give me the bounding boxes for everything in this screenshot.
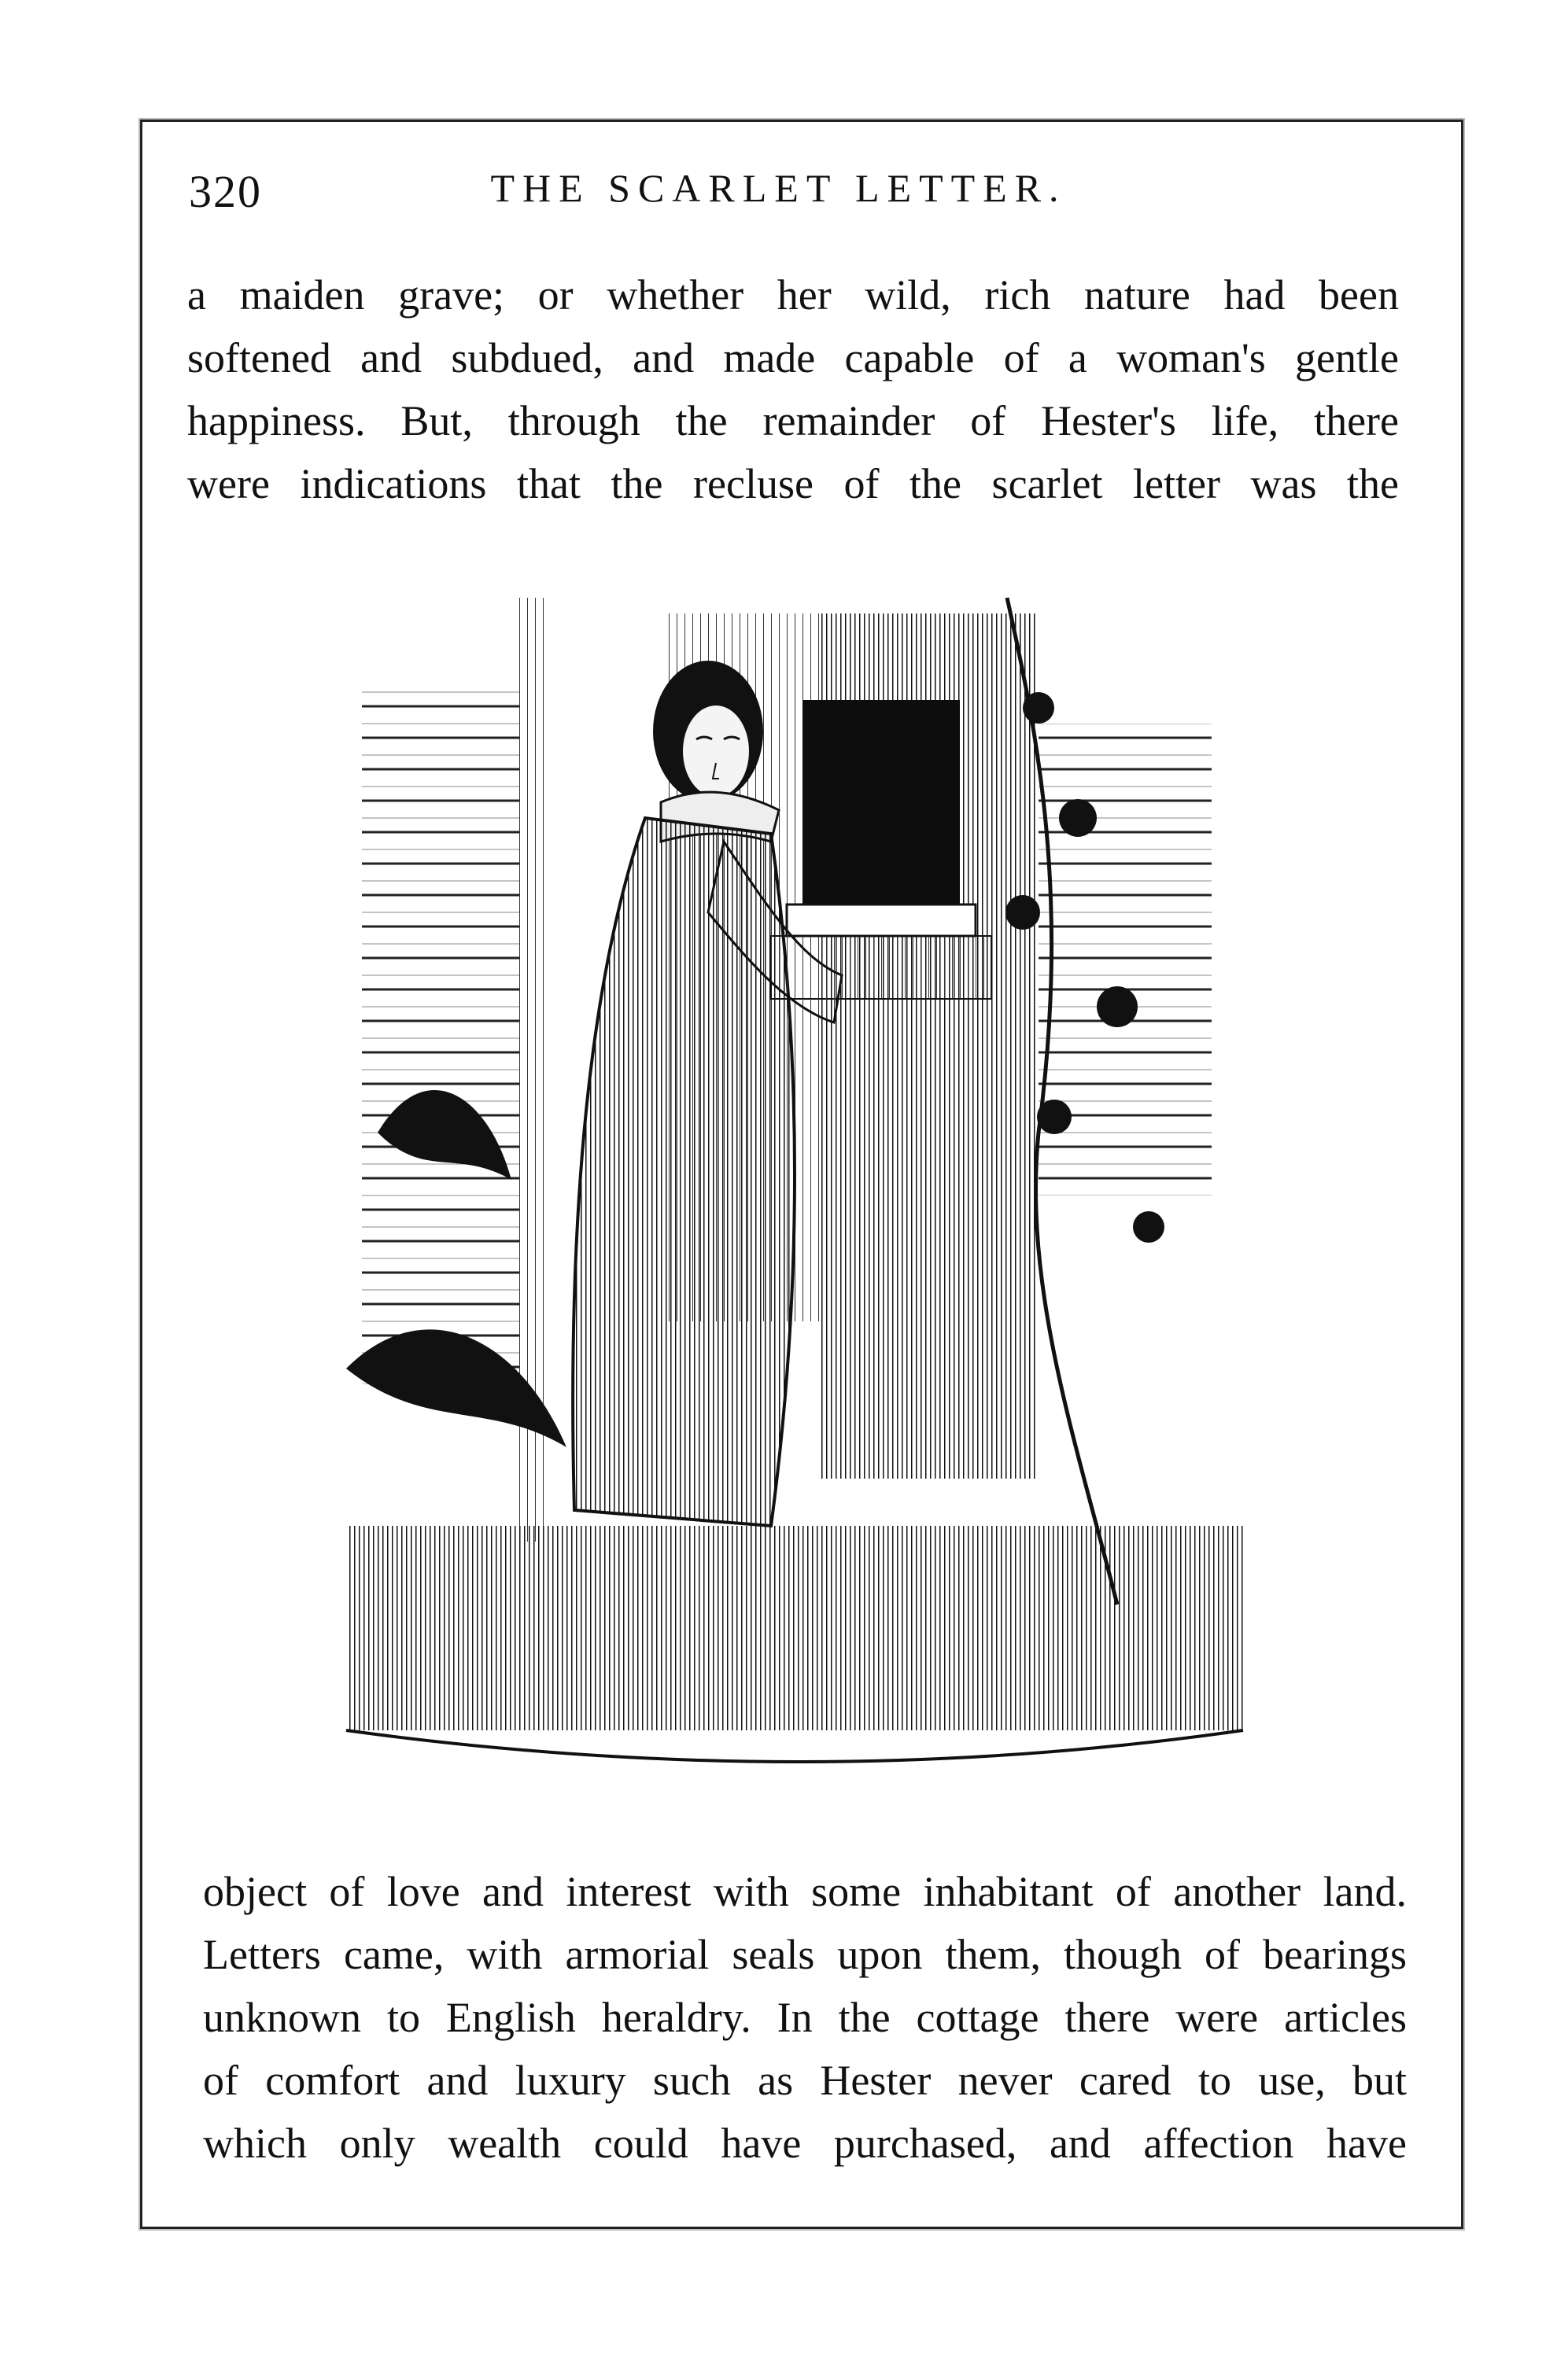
- text-line: unknown to English heraldry. In the cottage there were articles: [203, 1994, 1407, 2041]
- text-line: softened and subdued, and made capable of a woman's gentle: [187, 334, 1399, 381]
- text-line: object of love and interest with some inhabitant of another land.: [203, 1868, 1407, 1915]
- text-line: a maiden grave; or whether her wild, rich nature had been: [187, 271, 1399, 319]
- page-header: [189, 165, 1368, 236]
- text-line: were indications that the recluse of the scarlet letter was the: [187, 460, 1399, 507]
- text-line: of comfort and luxury such as Hester never cared to use, but: [203, 2057, 1407, 2104]
- page-number: 320: [189, 166, 262, 217]
- paragraph-bottom: [203, 1860, 1407, 2175]
- grass: [346, 1526, 1243, 1762]
- engraving-illustration: [330, 582, 1259, 1793]
- text-line: Letters came, with armorial seals upon them, though of bearings: [203, 1931, 1407, 1978]
- paragraph-top: [187, 263, 1399, 515]
- text-line: which only wealth could have purchased, and affection have: [203, 2120, 1407, 2167]
- running-title: THE SCARLET LETTER.: [490, 166, 1067, 210]
- text-line: happiness. But, through the remainder of Hester's life, there: [187, 397, 1399, 444]
